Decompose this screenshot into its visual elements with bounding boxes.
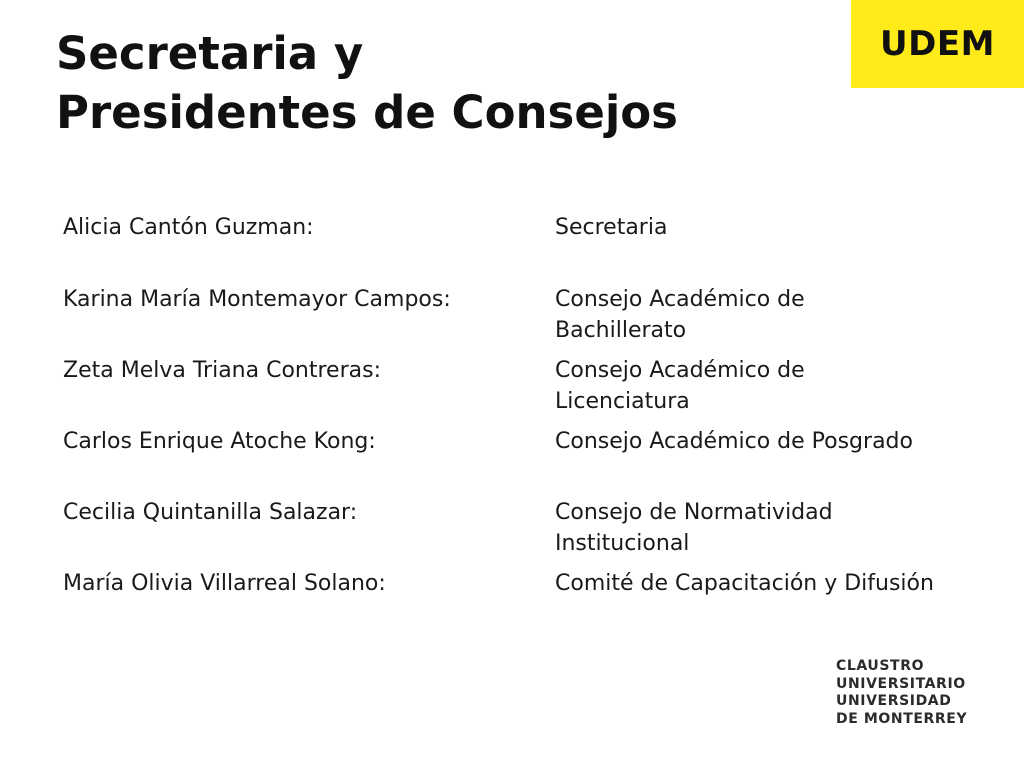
footer-logo-line: DE MONTERREY (836, 710, 968, 727)
roster-row (63, 212, 963, 284)
member-role: Consejo Académico de Licenciatura (555, 358, 805, 414)
footer-logo-line: UNIVERSITARIO (836, 675, 966, 692)
member-role: Consejo Académico de Bachillerato (555, 287, 805, 343)
member-name: Zeta Melva Triana Contreras: (63, 358, 381, 383)
member-name: Karina María Montemayor Campos: (63, 287, 451, 312)
udem-logo-text: UDEM (880, 24, 995, 64)
member-role: Comité de Capacitación y Difusión (555, 571, 934, 596)
roster-list (63, 212, 963, 639)
slide-title (56, 24, 678, 142)
member-role: Consejo Académico de Posgrado (555, 429, 913, 454)
member-role: Secretaria (555, 215, 668, 240)
member-role: Consejo de Normatividad Institucional (555, 500, 833, 556)
member-name: María Olivia Villarreal Solano: (63, 571, 386, 596)
roster-row (63, 568, 963, 639)
member-name: Alicia Cantón Guzman: (63, 215, 314, 240)
slide-title-line-1: Secretaria y (56, 27, 364, 80)
slide-title-line-2: Presidentes de Consejos (56, 86, 678, 139)
member-name: Cecilia Quintanilla Salazar: (63, 500, 358, 525)
udem-logo-badge (851, 0, 1024, 88)
roster-row (63, 426, 963, 497)
claustro-universitario-logo (836, 658, 967, 728)
roster-row (63, 497, 963, 568)
member-name: Carlos Enrique Atoche Kong: (63, 429, 376, 454)
footer-logo-line: CLAUSTRO (836, 658, 925, 674)
footer-logo-line: UNIVERSIDAD (836, 693, 952, 709)
roster-row (63, 355, 963, 426)
roster-row (63, 284, 963, 355)
